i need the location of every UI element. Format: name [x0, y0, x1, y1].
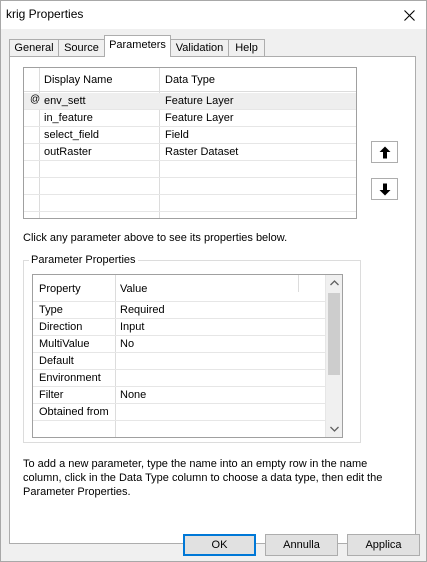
column-header-property[interactable]: Property: [39, 283, 81, 295]
table-row[interactable]: [33, 319, 326, 336]
move-up-button[interactable]: [371, 141, 398, 163]
help-text: To add a new parameter, type the name into an empty row in the name column, click in the Data Type column to choose a data type, then edit the Parameter Properties.: [23, 458, 383, 498]
tab-label: General: [14, 42, 54, 54]
group-title: Parameter Properties: [31, 254, 136, 266]
property-value[interactable]: None: [120, 389, 147, 401]
properties-header: [33, 275, 326, 302]
chevron-up-icon: [330, 280, 339, 286]
title-bar: [1, 1, 426, 29]
param-name[interactable]: env_sett: [44, 95, 86, 107]
property-name: Direction: [39, 321, 83, 333]
param-name[interactable]: select_field: [44, 129, 100, 141]
parameters-panel: [9, 56, 416, 544]
tab-label: Help: [235, 42, 258, 54]
tab-source[interactable]: [58, 39, 105, 57]
param-type[interactable]: Feature Layer: [165, 95, 234, 107]
property-name: Filter: [39, 389, 64, 401]
param-name[interactable]: in_feature: [44, 112, 93, 124]
table-row[interactable]: [24, 110, 356, 127]
arrow-up-icon: [379, 146, 391, 159]
empty-row[interactable]: [24, 161, 356, 178]
close-icon: [404, 10, 415, 21]
tab-validation[interactable]: [170, 39, 229, 57]
scroll-up-button[interactable]: [326, 275, 342, 291]
tab-label: Parameters: [109, 39, 166, 51]
tab-general[interactable]: [9, 39, 59, 57]
parameter-properties-group: [23, 254, 361, 443]
window-title: krig Properties: [6, 7, 84, 21]
dialog-client: [1, 29, 426, 561]
property-name: Obtained from: [39, 406, 109, 418]
table-row[interactable]: [33, 353, 326, 370]
property-name: Default: [39, 355, 74, 367]
property-name: Environment: [39, 372, 101, 384]
properties-scrollbar[interactable]: [325, 275, 342, 437]
parameters-grid[interactable]: [23, 67, 357, 219]
column-header-data-type[interactable]: Data Type: [165, 74, 215, 86]
property-value[interactable]: Required: [120, 304, 165, 316]
table-row[interactable]: [33, 370, 326, 387]
scrollbar-thumb[interactable]: [328, 293, 340, 375]
property-name: Type: [39, 304, 63, 316]
table-row[interactable]: [33, 302, 326, 319]
param-type[interactable]: Field: [165, 129, 189, 141]
move-down-button[interactable]: [371, 178, 398, 200]
table-row[interactable]: [33, 387, 326, 404]
tab-label: Source: [64, 42, 99, 54]
tab-help[interactable]: [228, 39, 265, 57]
table-row[interactable]: [24, 144, 356, 161]
properties-grid[interactable]: [32, 274, 343, 438]
table-row[interactable]: [24, 93, 356, 110]
empty-row[interactable]: [24, 195, 356, 212]
apply-button[interactable]: Applica: [347, 534, 420, 556]
table-row[interactable]: [33, 336, 326, 353]
column-header-display-name[interactable]: Display Name: [44, 74, 113, 86]
ok-button[interactable]: OK: [183, 534, 256, 556]
cancel-button[interactable]: Annulla: [265, 534, 338, 556]
tab-parameters[interactable]: [104, 35, 171, 57]
column-header-value[interactable]: Value: [120, 283, 148, 295]
table-row[interactable]: [33, 404, 326, 421]
property-value[interactable]: Input: [120, 321, 145, 333]
property-name: MultiValue: [39, 338, 90, 350]
param-name[interactable]: outRaster: [44, 146, 92, 158]
hint-text: Click any parameter above to see its properties below.: [23, 232, 288, 244]
tab-label: Validation: [175, 42, 224, 54]
current-row-marker: @: [30, 94, 41, 105]
close-button[interactable]: [392, 1, 426, 29]
param-type[interactable]: Raster Dataset: [165, 146, 239, 158]
scroll-down-button[interactable]: [326, 421, 342, 437]
grid-header: [24, 68, 356, 92]
param-type[interactable]: Feature Layer: [165, 112, 234, 124]
table-row[interactable]: [24, 127, 356, 144]
arrow-down-icon: [379, 183, 391, 196]
chevron-down-icon: [330, 426, 339, 432]
property-value[interactable]: No: [120, 338, 135, 350]
empty-row[interactable]: [24, 178, 356, 195]
